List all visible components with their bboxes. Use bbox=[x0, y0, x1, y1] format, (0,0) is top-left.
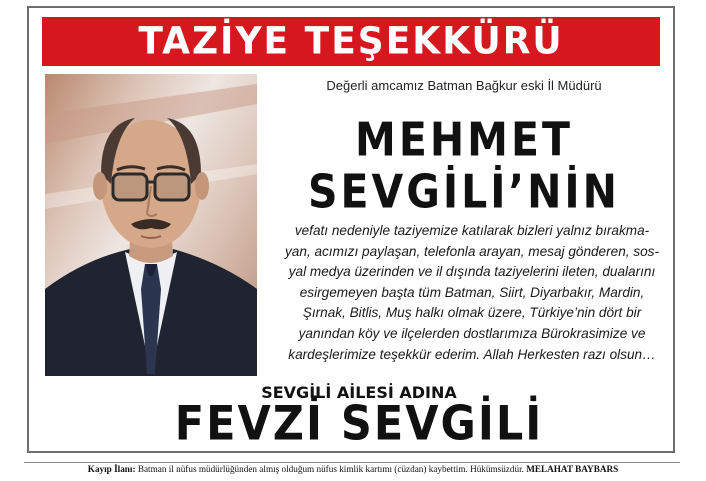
notice-name: MELAHAT BAYBARS bbox=[526, 464, 619, 474]
paragraph-line: Şırnak, Bitlis, Muş halkı olmak üzere, Türkiye’nin dört bir bbox=[302, 305, 642, 321]
condolence-ad-frame bbox=[27, 6, 675, 453]
paragraph-line: yanından köy ve ilçelerden dostlarımıza Bürokrasimize ve bbox=[298, 325, 646, 341]
banner-title: TAZİYE TEŞEKKÜRÜ bbox=[138, 19, 564, 63]
portrait-photo bbox=[45, 74, 257, 376]
paragraph-line: esirgemeyen başta tüm Batman, Siirt, Diyarbakır, Mardin, bbox=[299, 284, 645, 300]
deceased-name-line-2: SEVGİLİ’NİN bbox=[307, 165, 620, 219]
family-line: SEVGİLİ AİLESİ ADINA bbox=[261, 383, 457, 402]
notice-text: Batman il nüfus müdürlüğünden almış olduğum nüfus kimlik kartımı (cüzdan) kaybettim. Hükümsüzdür. bbox=[135, 464, 527, 474]
notice-divider bbox=[24, 462, 680, 463]
title-banner bbox=[42, 17, 660, 66]
paragraph-line: kardeşlerimize teşekkür ederim. Allah Herkesten razı olsun… bbox=[288, 346, 656, 362]
thanks-paragraph bbox=[267, 221, 677, 365]
deceased-name-line-1: MEHMET bbox=[355, 113, 573, 167]
lost-notice bbox=[28, 464, 678, 474]
intro-line: Değerli amcamız Batman Bağkur eski İl Müdürü bbox=[326, 78, 602, 93]
paragraph-line: vefatı nedeniyle taziyemize katılarak bizleri yalnız bırakma- bbox=[294, 223, 650, 238]
notice-label: Kayıp İlanı: bbox=[87, 464, 136, 474]
paragraph-line: yal medya üzerinden ve il dışında taziyelerini ileten, dualarını bbox=[288, 264, 656, 280]
portrait-illustration bbox=[45, 74, 257, 376]
signer-name: FEVZİ SEVGİLİ bbox=[174, 396, 544, 452]
paragraph-line: yan, acımızı paylaşan, telefonla arayan, mesaj gönderen, sos- bbox=[284, 243, 660, 259]
